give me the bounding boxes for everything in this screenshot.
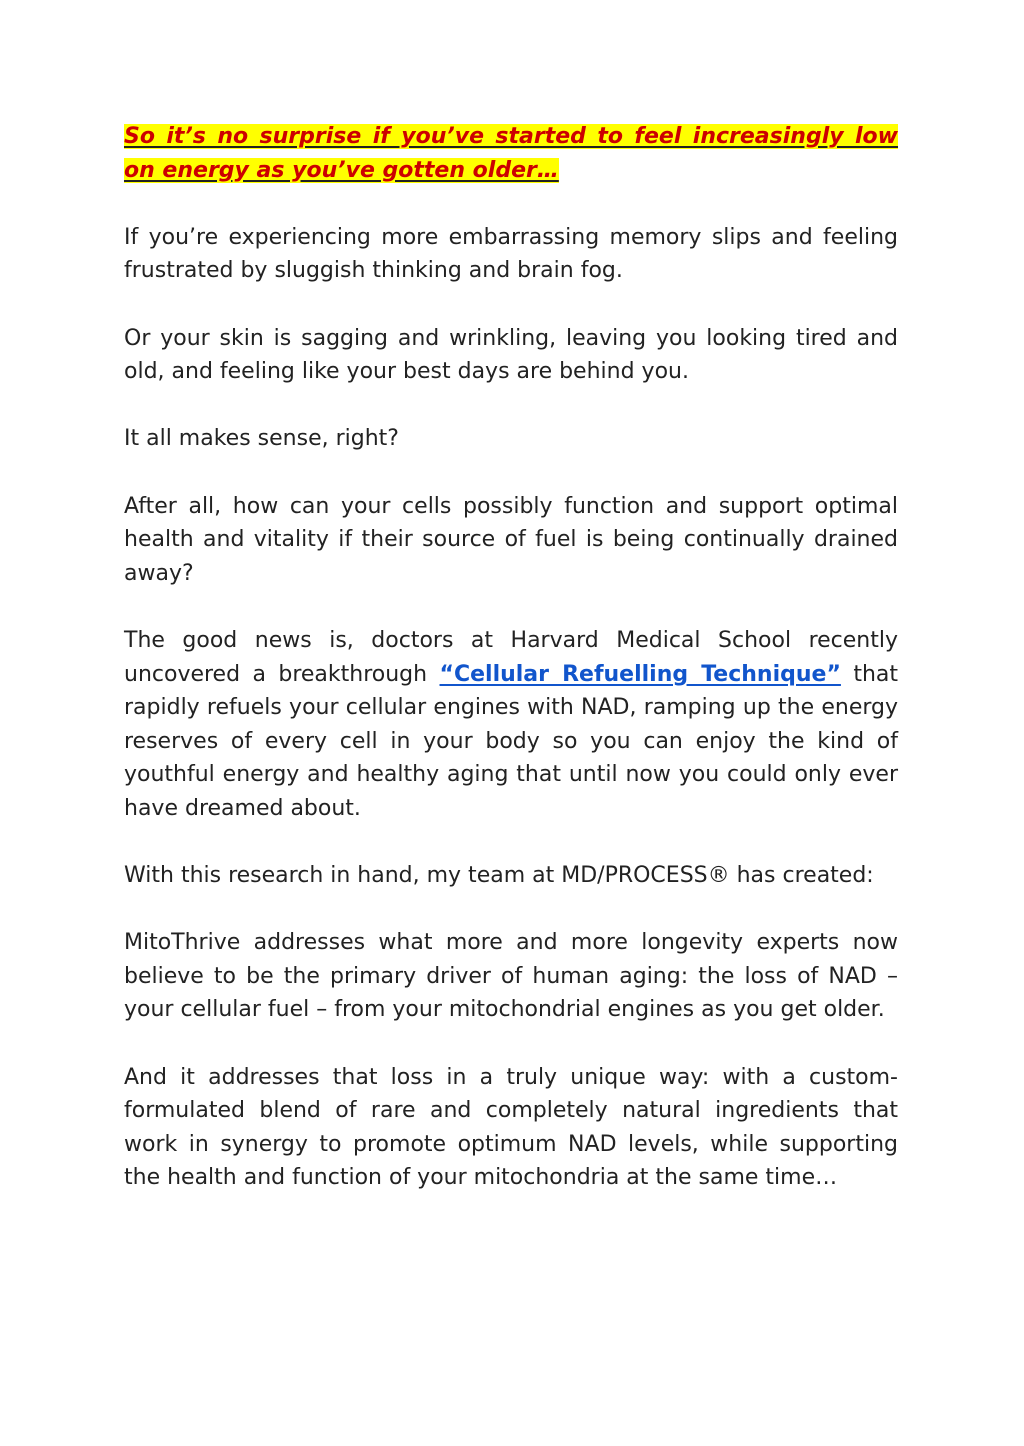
paragraph-memory: If you’re experiencing more embarrassing memory slips and feeling frustrated by sluggish thinking and brain fog.: [124, 224, 898, 284]
document-page: [124, 120, 898, 1229]
paragraph-research: With this research in hand, my team at MD/PROCESS® has created:: [124, 863, 874, 889]
good-news-text-after: that rapidly refuels your cellular engines with NAD, ramping up the energy reserves of every cell in your body so you can enjoy the kind of youthful energy and healthy aging that until now you could only ever have dreamed about.: [124, 661, 899, 821]
headline: [124, 120, 898, 187]
paragraph-unique-way: And it addresses that loss in a truly unique way: with a custom-formulated blend of rare and completely natural ingredients that work in synergy to promote optimum NAD levels, while supporting the health and function of your mitochondria at the same time…: [124, 1064, 898, 1191]
paragraph-cells-fuel: After all, how can your cells possibly function and support optimal health and vitality if their source of fuel is being continually drained away?: [124, 493, 898, 586]
paragraph-makes-sense: It all makes sense, right?: [124, 426, 399, 452]
paragraph-good-news: [124, 624, 898, 826]
good-news-text-before: The good news is, doctors at Harvard Medical School recently uncovered a breakthrough: [124, 627, 898, 687]
paragraph-skin: Or your skin is sagging and wrinkling, leaving you looking tired and old, and feeling like your best days are behind you.: [124, 325, 898, 385]
headline-text: So it’s no surprise if you’ve started to feel increasingly low on energy as you’ve gotten older…: [124, 124, 898, 183]
paragraph-mitothrive: MitoThrive addresses what more and more longevity experts now believe to be the primary driver of human aging: the loss of NAD – your cellular fuel – from your mitochondrial engines as you get older.: [124, 930, 898, 1023]
cellular-refuelling-technique-link[interactable]: “Cellular Refuelling Technique”: [439, 661, 841, 687]
